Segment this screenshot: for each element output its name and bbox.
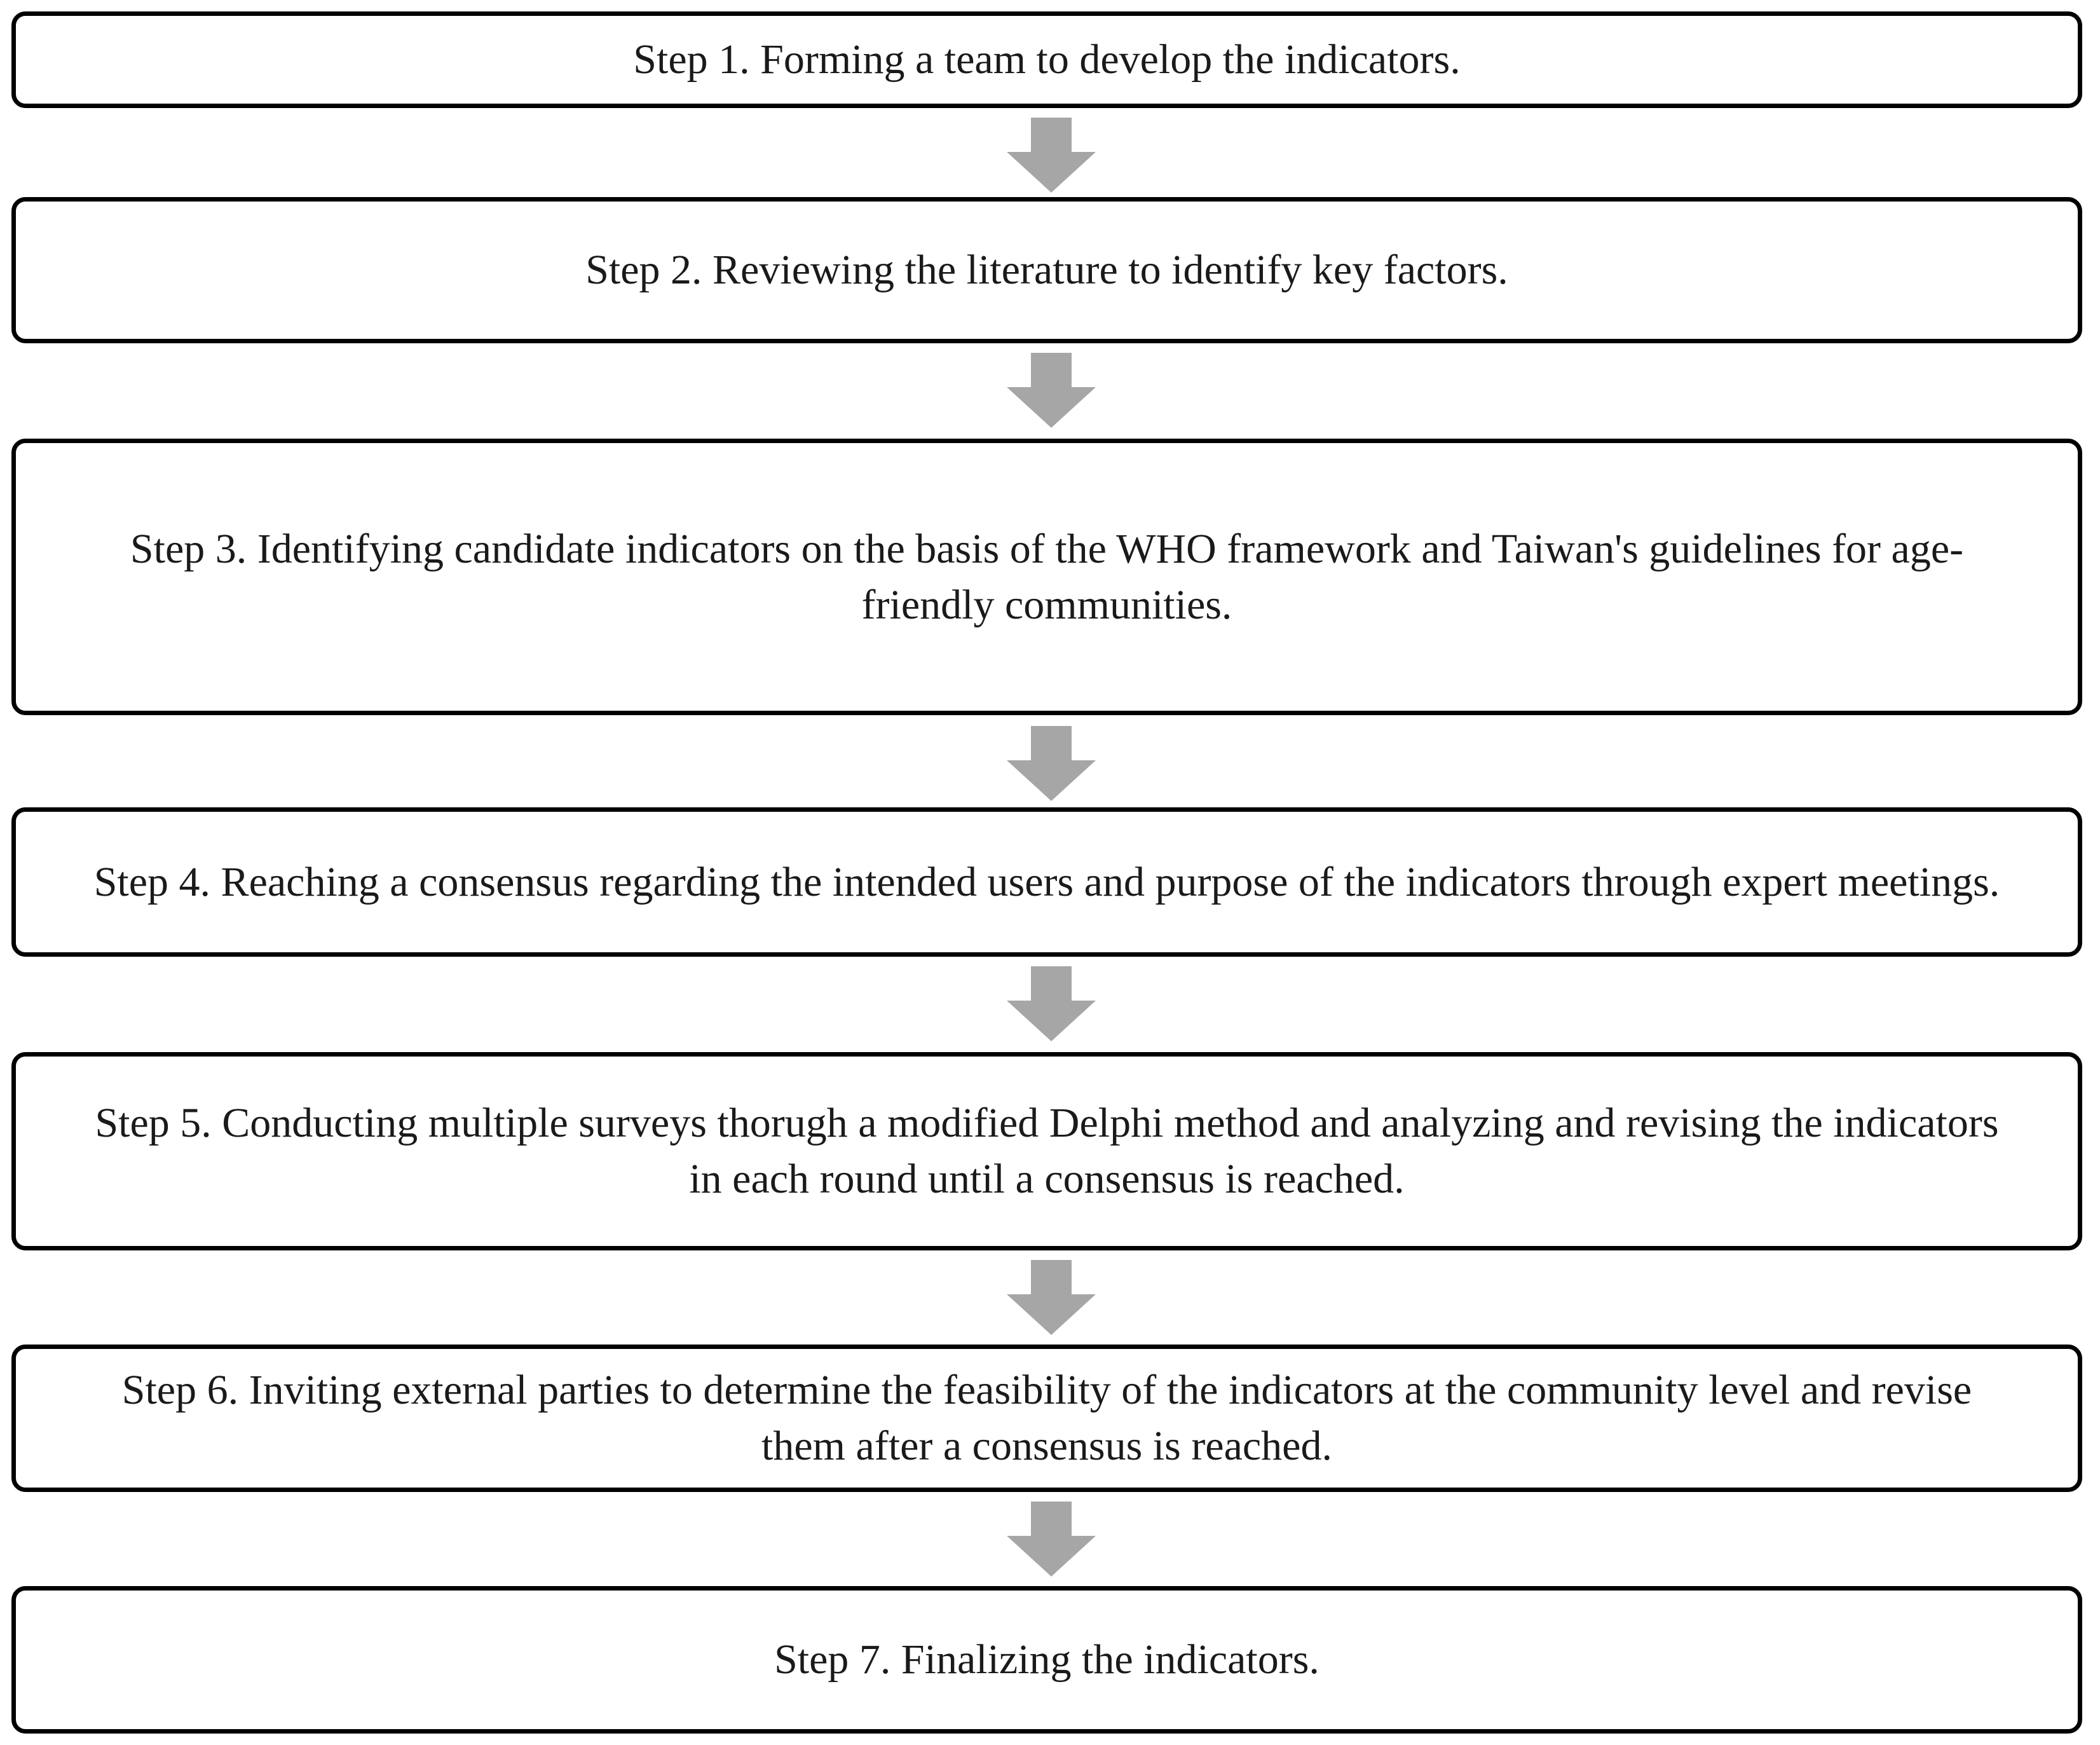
- step-3-label: Step 3. Identifying candidate indicators on the basis of the WHO framework and Taiwan's guidelines for age-friendly communities.: [130, 525, 1964, 628]
- step-6-box: [11, 1345, 2082, 1492]
- step-1-box: [11, 11, 2082, 108]
- step-2-label: Step 2. Reviewing the literature to identify key factors.: [585, 247, 1508, 293]
- step-4-box: [11, 807, 2082, 957]
- down-arrow-icon: [1007, 966, 1096, 1041]
- step-7-label: Step 7. Finalizing the indicators.: [774, 1636, 1319, 1683]
- step-3-box: [11, 439, 2082, 715]
- down-arrow-icon: [1007, 353, 1096, 428]
- down-arrow-icon: [1007, 1502, 1096, 1577]
- step-6-label: Step 6. Inviting external parties to determine the feasibility of the indicators at the community level and revise them after a consensus is reached.: [121, 1367, 1972, 1469]
- step-7-box: [11, 1586, 2082, 1734]
- step-5-label: Step 5. Conducting multiple surveys thorugh a modified Delphi method and analyzing and revising the indicators in each round until a consensus is reached.: [95, 1100, 1999, 1202]
- step-4-label: Step 4. Reaching a consensus regarding the intended users and purpose of the indicators through expert meetings.: [93, 858, 2000, 905]
- down-arrow-icon: [1007, 118, 1096, 193]
- down-arrow-icon: [1007, 1260, 1096, 1335]
- step-2-box: [11, 197, 2082, 343]
- step-5-box: [11, 1052, 2082, 1250]
- down-arrow-icon: [1007, 726, 1096, 801]
- step-1-label: Step 1. Forming a team to develop the indicators.: [633, 36, 1461, 83]
